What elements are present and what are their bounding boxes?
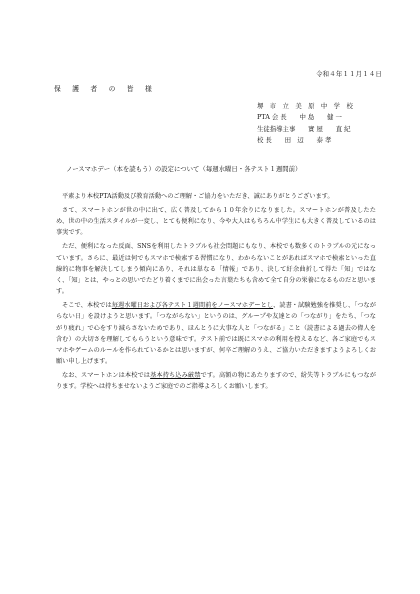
underlined-prohibition: 基本持ち込み厳禁 [150,372,201,380]
letter-subject: ノースマホデー（本を読もう）の設定について（毎週水曜日・各テスト１週間前） [66,165,302,173]
paragraph-smartphone-spread: さて、スマートホンが世の中に出て、広く普及してから１０年余りになりました。スマートホンが普及したため、世の中の生活スタイルが一変し、とても便利になり、今や大人はもちろん中学生にも大きく普及しているのは事実です。 [56,207,376,237]
paragraph-text: です。高額の物にあたりますので、紛失等トラブルにもつながります。学校へは持ちませないようご家庭でのご指導よろしくお願いします。 [56,372,376,391]
paragraph-greeting: 平素より本校PTA活動及び教育活動へのご理解・ご協力をいただき、誠にありがとうございます。 [62,193,334,200]
paragraph-no-smartphone-day [56,300,376,367]
paragraph-text: 、読書・試験勉強を推奨し、「つながらない日」を設けようと思います。「つながらない」というのは、グループや友達との「つながり」をたち、「つながり疲れ」で心をすり減らさないためであり、ほんとうに大事な人と「つながる」こと（読書による過去の偉人を含む）の大切さを理解してもらうという意味です。テスト前では既にスマホの利用を控えるなど、各ご家庭でもスマホやゲームのルールを作られているかとは思いますが、何卒ご理解のうえ、ご協力いただきますようよろしくお願い申し上げます。 [56,302,376,366]
underlined-schedule: 毎週水曜日および各テスト１週間前をノースマホデーとし [111,302,274,310]
sender-principal: 校 長 田 辺 泰 孝 [257,136,332,145]
sender-school: 堺 市 立 美 原 中 学 校 [257,102,353,110]
paragraph-trouble: ただ、便利になった反面、SNSを利用したトラブルも社会問題にもなり、本校でも数多くのトラブルの元になっています。さらに、最近は何でもスマホで検索する習慣になり、わからないことがあればスマホで検索といった直線的に物事を解決してしまう傾向にあり、それは単なる「情報」であり、決して紆余曲折して得た「知」ではなく、「知」とは、やっとの思いでたどり着くまでに出会った言葉たちも含めて全て自分の栄養になるものだと思います。 [56,243,376,296]
sender-student-guidance: 生徒指導主事 實 屋 直 紀 [257,124,351,133]
letter-date: 令和４年１１月１４日 [316,70,382,78]
paragraph-prohibition [56,370,376,392]
sender-block [257,101,353,147]
paragraph-text: なお、スマートホンは本校では [62,372,151,380]
paragraph-text: そこで、本校では [62,302,112,310]
letter-body [56,191,376,395]
recipient-line: 保 護 者 の 皆 様 [54,85,155,93]
sender-pta-chair: PTA 会 長 中 島 健 一 [257,113,342,122]
